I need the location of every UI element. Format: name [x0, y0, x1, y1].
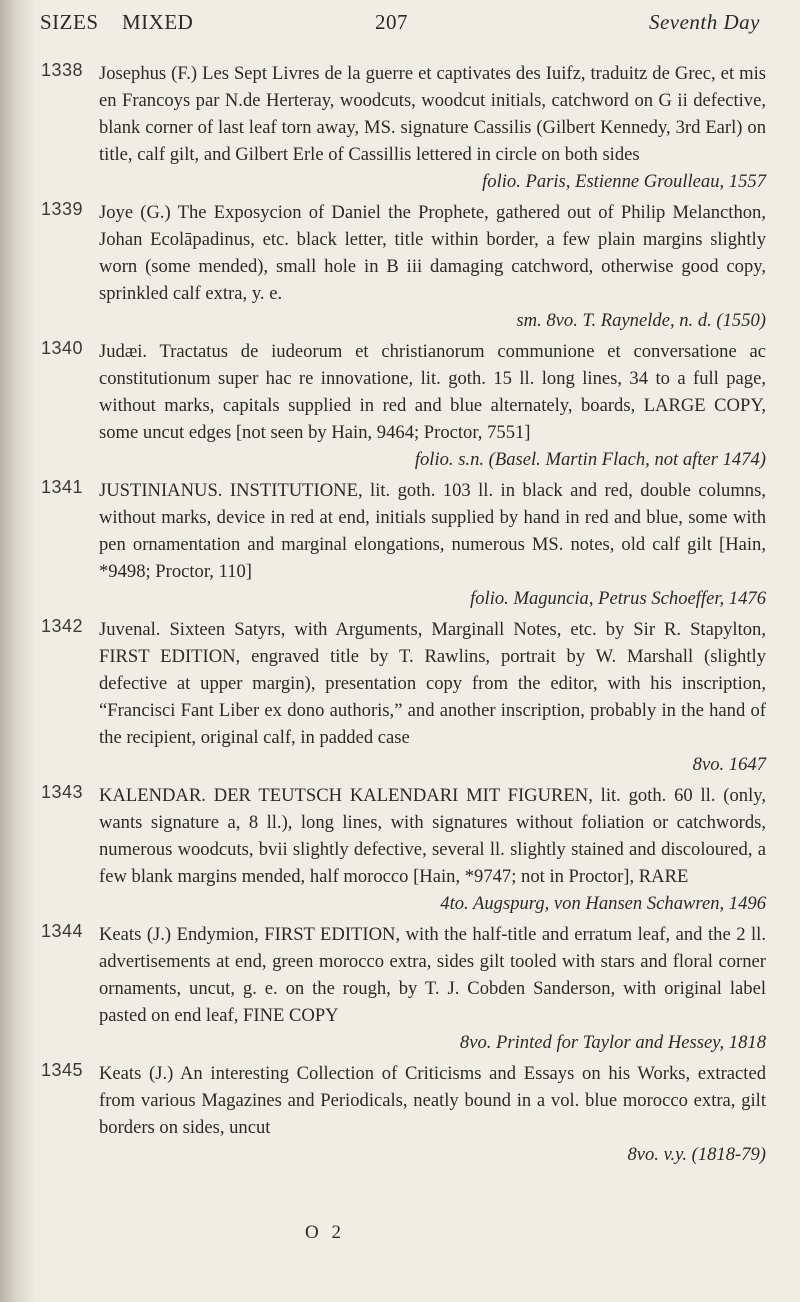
entry-description: Keats (J.) An interesting Collection of Criticisms and Essays on his Works, extracted from various Magazines and Periodicals, neatly bound in a vol. blue morocco extra, gilt borders on sides, uncut — [99, 1063, 766, 1138]
lot-number: 1345 — [41, 1060, 84, 1080]
entry-imprint: 4to. Augspurg, von Hansen Schawren, 1496 — [440, 893, 766, 914]
lot-number: 1341 — [41, 477, 84, 497]
entry-imprint: 8vo. v.y. (1818-79) — [627, 1144, 766, 1165]
catalogue-entry — [41, 199, 766, 334]
header-mixed: MIXED — [122, 10, 194, 34]
lot-number: 1339 — [41, 199, 84, 219]
entry-imprint: 8vo. 1647 — [692, 754, 766, 775]
catalogue-entries — [41, 60, 766, 1172]
entry-description: KALENDAR. DER TEUTSCH KALENDARI MIT FIGUREN, lit. goth. 60 ll. (only, wants signature a, 8 ll.), long lines, with signatures without foliation or catchwords, numerous woodcuts, bvii slightly defective, several ll. slightly stained and discoloured, a few blank margins mended, half morocco [Hain, *9747; not in Proctor], RARE — [99, 785, 766, 887]
entry-imprint: folio. Paris, Estienne Groulleau, 1557 — [482, 171, 766, 192]
lot-number: 1344 — [41, 921, 84, 941]
entry-imprint: 8vo. Printed for Taylor and Hessey, 1818 — [459, 1032, 766, 1053]
lot-number: 1340 — [41, 338, 84, 358]
catalogue-entry — [41, 782, 766, 917]
entry-description: Joye (G.) The Exposycion of Daniel the Prophete, gathered out of Philip Melancthon, Johan Ecolāpadinus, etc. black letter, title within border, a few plain margins slightly worn (some mended), small hole in B iii damaging catchword, otherwise good copy, sprinkled calf extra, y. e. — [99, 202, 766, 304]
lot-number: 1343 — [41, 782, 84, 802]
lot-number: 1338 — [41, 60, 84, 80]
lot-number: 1342 — [41, 616, 84, 636]
catalogue-entry — [41, 616, 766, 778]
entry-description: Juvenal. Sixteen Satyrs, with Arguments, Marginall Notes, etc. by Sir R. Stapylton, FIRST EDITION, engraved title by T. Rawlins, portrait by W. Marshall (slightly defective at upper margin), presentation copy from the editor, with his inscription, “Francisci Fant Liber ex dono authoris,” and another inscription, probably in the hand of the recipient, original calf, in padded case — [99, 619, 766, 748]
page-header — [40, 10, 760, 38]
catalogue-entry — [41, 921, 766, 1056]
entry-description: Keats (J.) Endymion, FIRST EDITION, with the half-title and erratum leaf, and the 2 ll. advertisements at end, green morocco extra, sides gilt tooled with stars and floral corner ornaments, uncut, g. e. on the rough, by T. J. Cobden Sanderson, with original label pasted on end leaf, FINE COPY — [99, 924, 766, 1026]
entry-description: Josephus (F.) Les Sept Livres de la guerre et captivates des Iuifz, traduitz de Grec, et mis en Francoys par N.de Herteray, woodcuts, woodcut initials, catchword on G ii defective, blank corner of last leaf torn away, MS. signature Cassilis (Gilbert Kennedy, 3rd Earl) on title, calf gilt, and Gilbert Erle of Cassillis lettered in circle on both sides — [99, 63, 766, 165]
catalogue-entry — [41, 60, 766, 195]
entry-description: Judæi. Tractatus de iudeorum et christianorum communione et conversatione ac constitutionum super hac re innovatione, lit. goth. 15 ll. long lines, 34 to a full page, without marks, capitals supplied in red and blue alternately, boards, LARGE COPY, some uncut edges [not seen by Hain, 9464; Proctor, 7551] — [99, 341, 766, 443]
entry-imprint: folio. s.n. (Basel. Martin Flach, not after 1474) — [414, 449, 766, 470]
catalogue-entry — [41, 1060, 766, 1168]
book-spine-shadow — [0, 0, 36, 1302]
header-day: Seventh Day — [648, 10, 760, 34]
page-number: 207 — [375, 10, 408, 34]
catalogue-entry — [41, 338, 766, 473]
signature-mark: O 2 — [305, 1222, 345, 1243]
entry-imprint: sm. 8vo. T. Raynelde, n. d. (1550) — [516, 310, 766, 331]
header-sizes: SIZES — [40, 10, 99, 34]
entry-description: JUSTINIANUS. INSTITUTIONE, lit. goth. 103 ll. in black and red, double columns, without marks, device in red at end, initials supplied by hand in red and blue, some with pen ornamentation and marginal elongations, numerous MS. notes, old calf gilt [Hain, *9498; Proctor, 110] — [99, 480, 766, 582]
catalogue-entry — [41, 477, 766, 612]
entry-imprint: folio. Maguncia, Petrus Schoeffer, 1476 — [470, 588, 766, 609]
